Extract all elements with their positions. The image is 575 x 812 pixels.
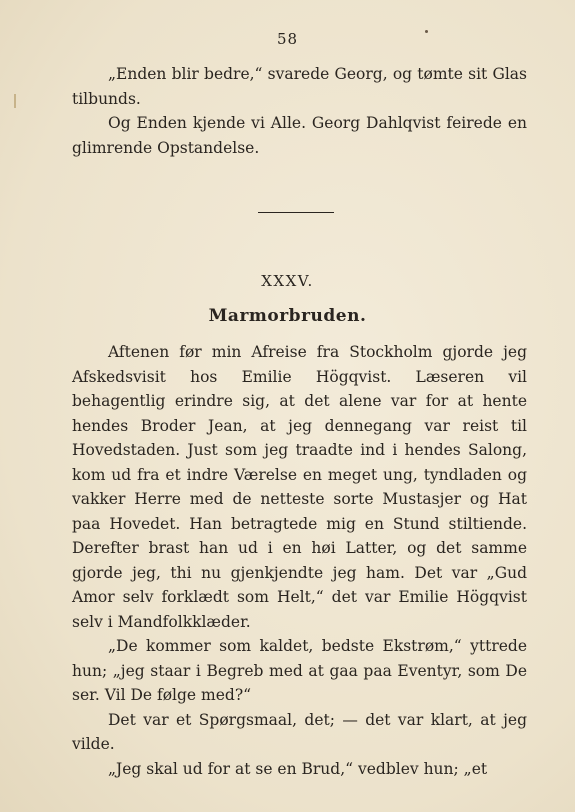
page-number: 58 — [276, 30, 299, 48]
chapter-number: XXXV. — [261, 272, 314, 290]
section-divider — [258, 212, 334, 213]
top-text-block — [72, 62, 527, 160]
paragraph: Aftenen før min Afreise fra Stockholm gjorde jeg Afskedsvisit hos Emilie Högqvist. Læseren vil behagentlig erindre sig, at det alene var for at hente hendes Broder Jean, at jeg dennegang var reist til Hovedstaden. Just som jeg traadte ind i hendes Salong, kom ud fra et indre Værelse en meget ung, tyndladen og vakker Herre med de netteste sorte Mustasjer og Hat paa Hovedet. Han betragtede mig en Stund stiltiende. Derefter brast han ud i en høi Latter, og det samme gjorde jeg, thi nu gjenkjendte jeg ham. Det var „Gud Amor selv forklædt som Helt,“ det var Emilie Högqvist selv i Mandfolkklæder. — [72, 343, 527, 631]
chapter-text-block — [72, 340, 527, 781]
paragraph: Og Enden kjende vi Alle. Georg Dahlqvist feirede en glimrende Opstandelse. — [72, 114, 527, 157]
paragraph: „Jeg skal ud for at se en Brud,“ vedblev hun; „et — [108, 759, 488, 778]
paragraph: „Enden blir bedre,“ svarede Georg, og tømte sit Glas tilbunds. — [72, 65, 527, 108]
margin-mark — [14, 94, 16, 108]
paragraph: „De kommer som kaldet, bedste Ekstrøm,“ yttrede hun; „jeg staar i Begreb med at gaa paa Eventyr, som De ser. Vil De følge med?“ — [72, 637, 527, 704]
paragraph: Det var et Spørgsmaal, det; — det var klart, at jeg vilde. — [72, 710, 527, 753]
chapter-title: Marmorbruden. — [208, 306, 367, 326]
